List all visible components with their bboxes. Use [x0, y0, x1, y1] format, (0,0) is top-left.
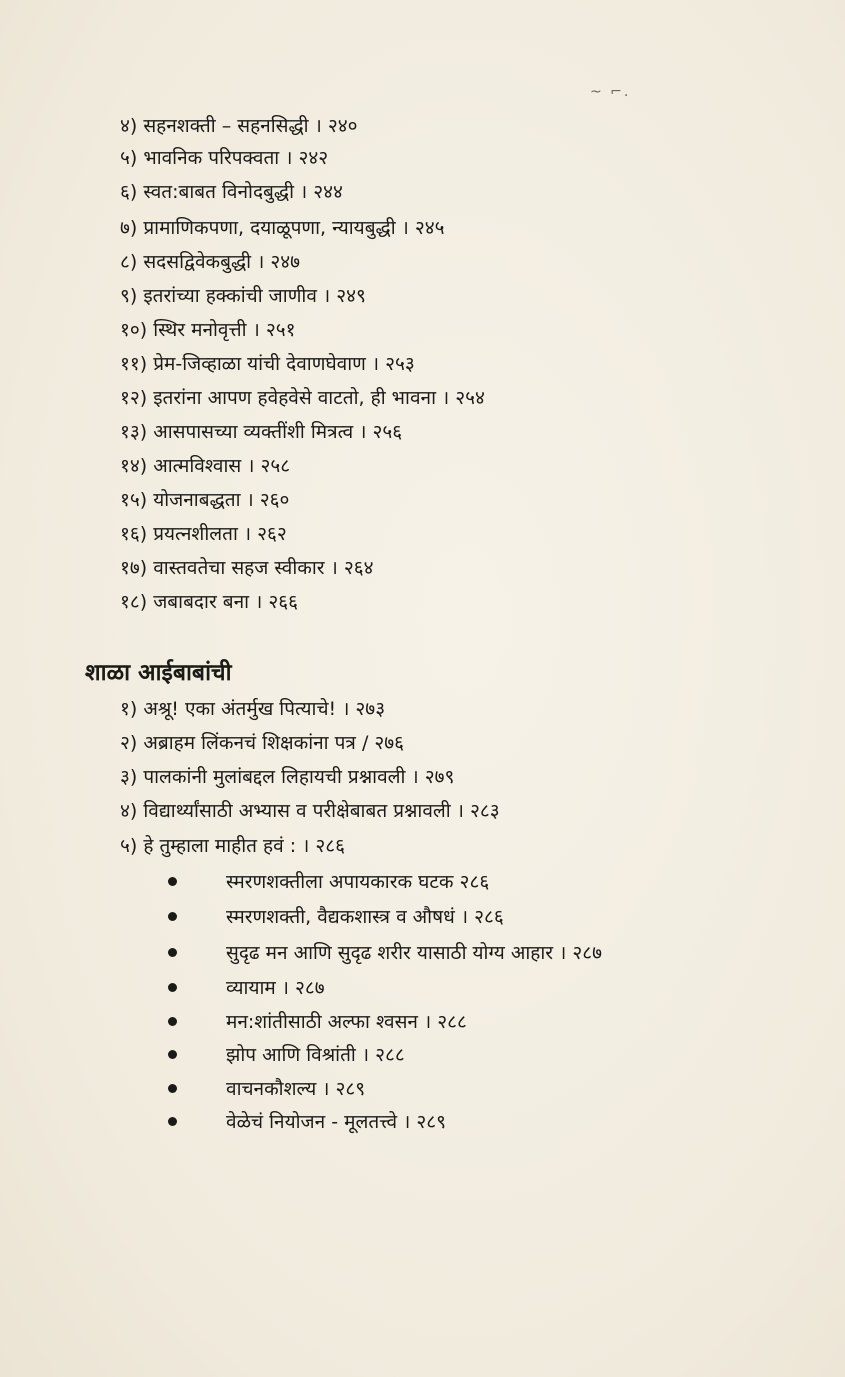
toc-entry: ११) प्रेम-जिव्हाळा यांची देवाणघेवाण । २५३: [120, 353, 415, 375]
toc-entry: ८) सदसद्विवेकबुद्धी । २४७: [120, 251, 300, 273]
toc-entry: ६) स्वत:बाबत विनोदबुद्धी । २४४: [120, 181, 343, 203]
toc-entry: ९) इतरांच्या हक्कांची जाणीव । २४९: [120, 285, 366, 307]
bullet-text: वेळेचं नियोजन - मूलतत्त्वे । २८९: [226, 1111, 446, 1133]
bullet-dot: [168, 983, 177, 992]
toc-entry: २) अब्राहम लिंकनचं शिक्षकांना पत्र / २७६: [120, 732, 405, 754]
toc-entry: ५) हे तुम्हाला माहीत हवं : । २८६: [120, 835, 346, 857]
toc-entry: १५) योजनाबद्धता । २६०: [120, 489, 290, 511]
section-heading: शाळा आईबाबांची: [85, 660, 232, 686]
toc-entry: ७) प्रामाणिकपणा, दयाळूपणा, न्यायबुद्धी । २४५: [120, 217, 445, 239]
bullet-text: मन:शांतीसाठी अल्फा श्वसन । २८८: [226, 1011, 467, 1033]
bullet-text: स्मरणशक्तीला अपायकारक घटक २८६: [226, 871, 490, 893]
toc-entry: ४) विद्यार्थ्यांसाठी अभ्यास व परीक्षेबाबत प्रश्नावली । २८३: [120, 800, 500, 822]
bullet-text: वाचनकौशल्य । २८९: [226, 1078, 366, 1100]
bullet-dot: [168, 1017, 177, 1026]
bullet-dot: [168, 1084, 177, 1093]
toc-entry: १३) आसपासच्या व्यक्तींशी मित्रत्व । २५६: [120, 421, 403, 443]
bullet-text: सुदृढ मन आणि सुदृढ शरीर यासाठी योग्य आहार । २८७: [226, 942, 602, 964]
bullet-dot: [168, 1050, 177, 1059]
toc-entry: १६) प्रयत्नशीलता । २६२: [120, 523, 287, 545]
toc-entry: ४) सहनशक्ती – सहनसिद्धी । २४०: [120, 115, 358, 137]
toc-entry: १) अश्रू! एका अंतर्मुख पित्याचे! । २७३: [120, 698, 386, 720]
page-ornament: ~ ⌐.: [590, 84, 631, 100]
bullet-text: व्यायाम । २८७: [226, 977, 325, 999]
toc-entry: १०) स्थिर मनोवृत्ती । २५१: [120, 319, 296, 341]
bullet-dot: [168, 912, 177, 921]
toc-entry: ३) पालकांनी मुलांबद्दल लिहायची प्रश्नावली । २७९: [120, 766, 455, 788]
toc-entry: १२) इतरांना आपण हवेहवेसे वाटतो, ही भावना । २५४: [120, 387, 485, 409]
toc-entry: ५) भावनिक परिपक्वता । २४२: [120, 147, 329, 169]
toc-entry: १८) जबाबदार बना । २६६: [120, 591, 298, 613]
bullet-dot: [168, 877, 177, 886]
bullet-dot: [168, 948, 177, 957]
bullet-text: स्मरणशक्ती, वैद्यकशास्त्र व औषधं । २८६: [226, 906, 504, 928]
toc-entry: १७) वास्तवतेचा सहज स्वीकार । २६४: [120, 557, 374, 579]
toc-entry: १४) आत्मविश्वास । २५८: [120, 455, 291, 477]
bullet-text: झोप आणि विश्रांती । २८८: [226, 1044, 405, 1066]
bullet-dot: [168, 1117, 177, 1126]
